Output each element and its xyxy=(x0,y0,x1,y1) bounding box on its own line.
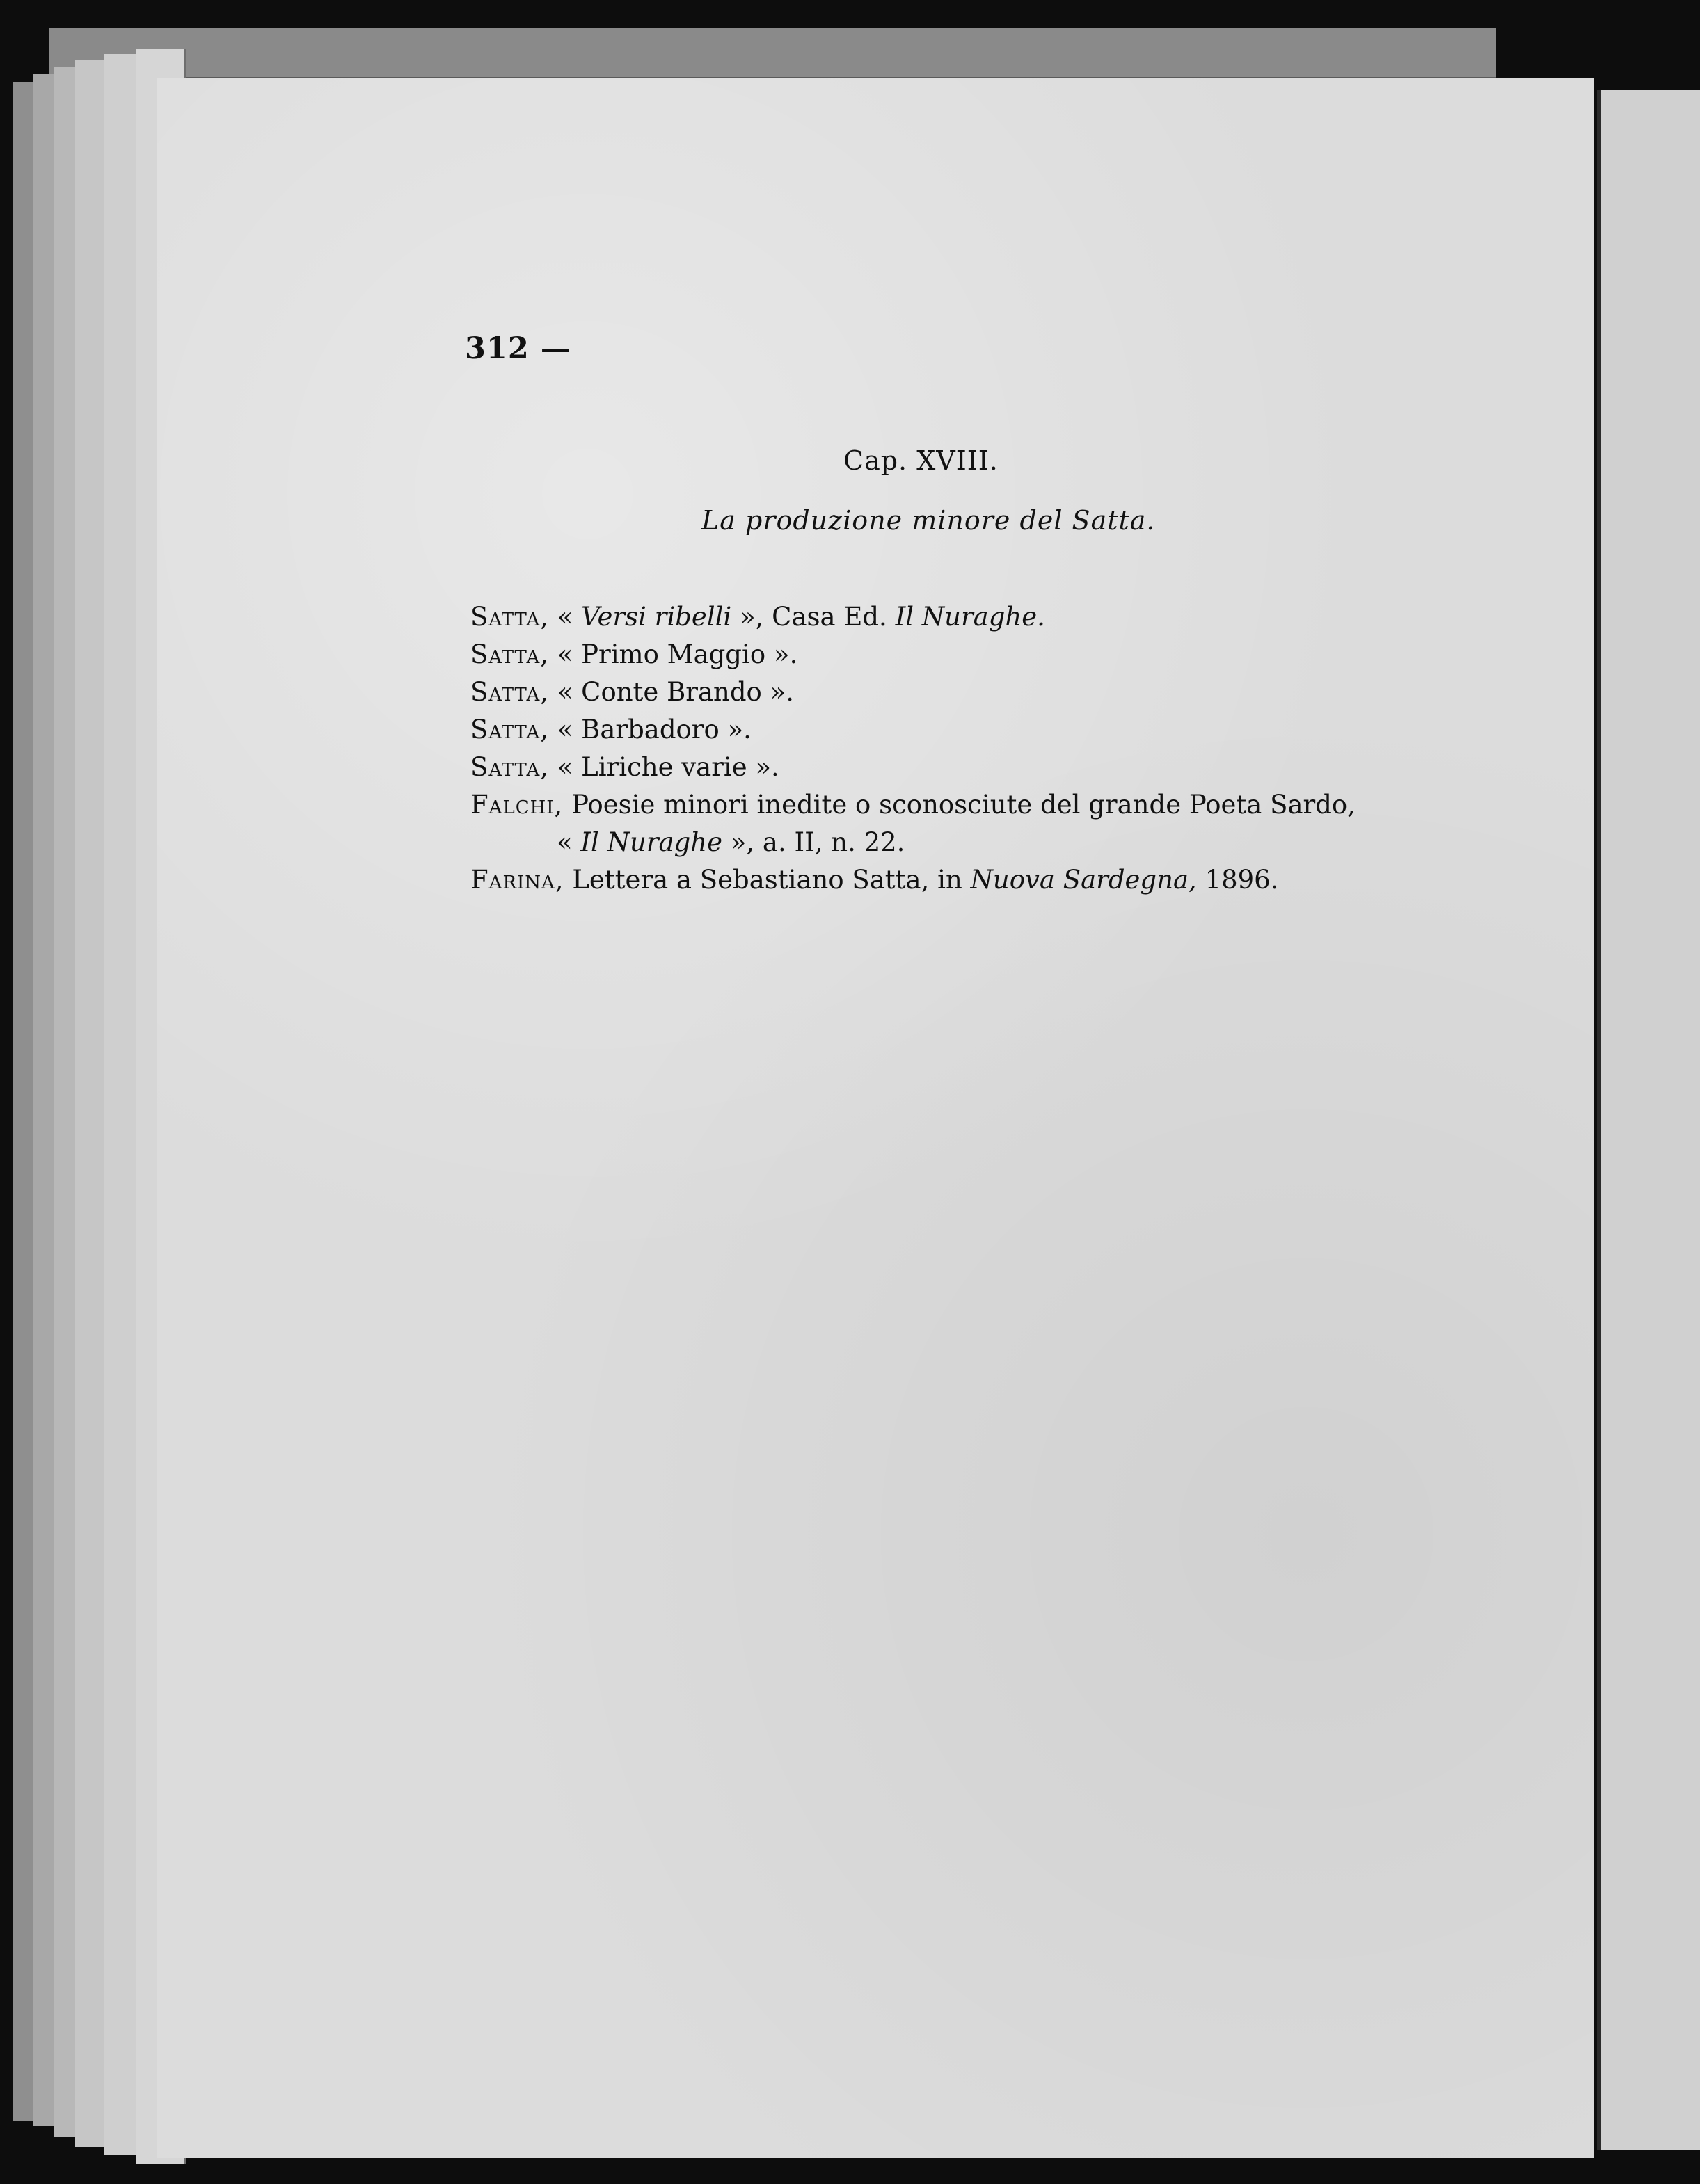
entry-text: « Barbadoro ». xyxy=(548,715,752,744)
bibliography-entry xyxy=(470,711,1356,749)
entry-text: Poesie minori inedite o sconosciute del grande Poeta Sardo, xyxy=(563,790,1356,820)
entry-text: « xyxy=(557,827,581,857)
chapter-title: La produzione minore del Satta. xyxy=(701,505,1156,536)
entry-text: « xyxy=(548,602,582,632)
entry-author: Satta, xyxy=(470,752,549,782)
entry-text: « Primo Maggio ». xyxy=(548,639,798,669)
book-cover-edge xyxy=(49,28,1496,79)
entry-text: Lettera a Sebastiano Satta, in xyxy=(564,865,971,895)
entry-text: « Liriche varie ». xyxy=(548,752,779,782)
entry-title-italic: Versi ribelli xyxy=(581,602,732,632)
entry-author: Farina, xyxy=(470,865,564,895)
bibliography-entry xyxy=(470,598,1356,636)
chapter-heading: Cap. XVIII. xyxy=(843,445,999,476)
entry-author: Falchi, xyxy=(470,790,564,820)
entry-title-italic: Nuova Sardegna, xyxy=(970,865,1197,895)
entry-text: », Casa Ed. xyxy=(731,602,896,632)
page-number: 312 — xyxy=(465,331,571,366)
bibliography-entry xyxy=(470,636,1356,673)
book-page xyxy=(157,78,1594,2158)
entry-title-italic: Il Nuraghe. xyxy=(895,602,1045,632)
bibliography-entry xyxy=(470,786,1356,824)
entry-author: Satta, xyxy=(470,602,549,632)
entry-text: », a. II, n. 22. xyxy=(722,827,905,857)
adjacent-page xyxy=(1597,90,1700,2150)
entry-author: Satta, xyxy=(470,677,549,707)
bibliography-list xyxy=(470,598,1356,899)
bibliography-entry xyxy=(470,749,1356,786)
bibliography-entry xyxy=(470,861,1356,899)
bibliography-entry xyxy=(470,673,1356,711)
entry-author: Satta, xyxy=(470,715,549,744)
entry-text: « Conte Brando ». xyxy=(548,677,794,707)
entry-author: Satta, xyxy=(470,639,549,669)
entry-text: 1896. xyxy=(1196,865,1279,895)
bibliography-entry xyxy=(470,824,1356,861)
entry-title-italic: Il Nuraghe xyxy=(580,827,722,857)
